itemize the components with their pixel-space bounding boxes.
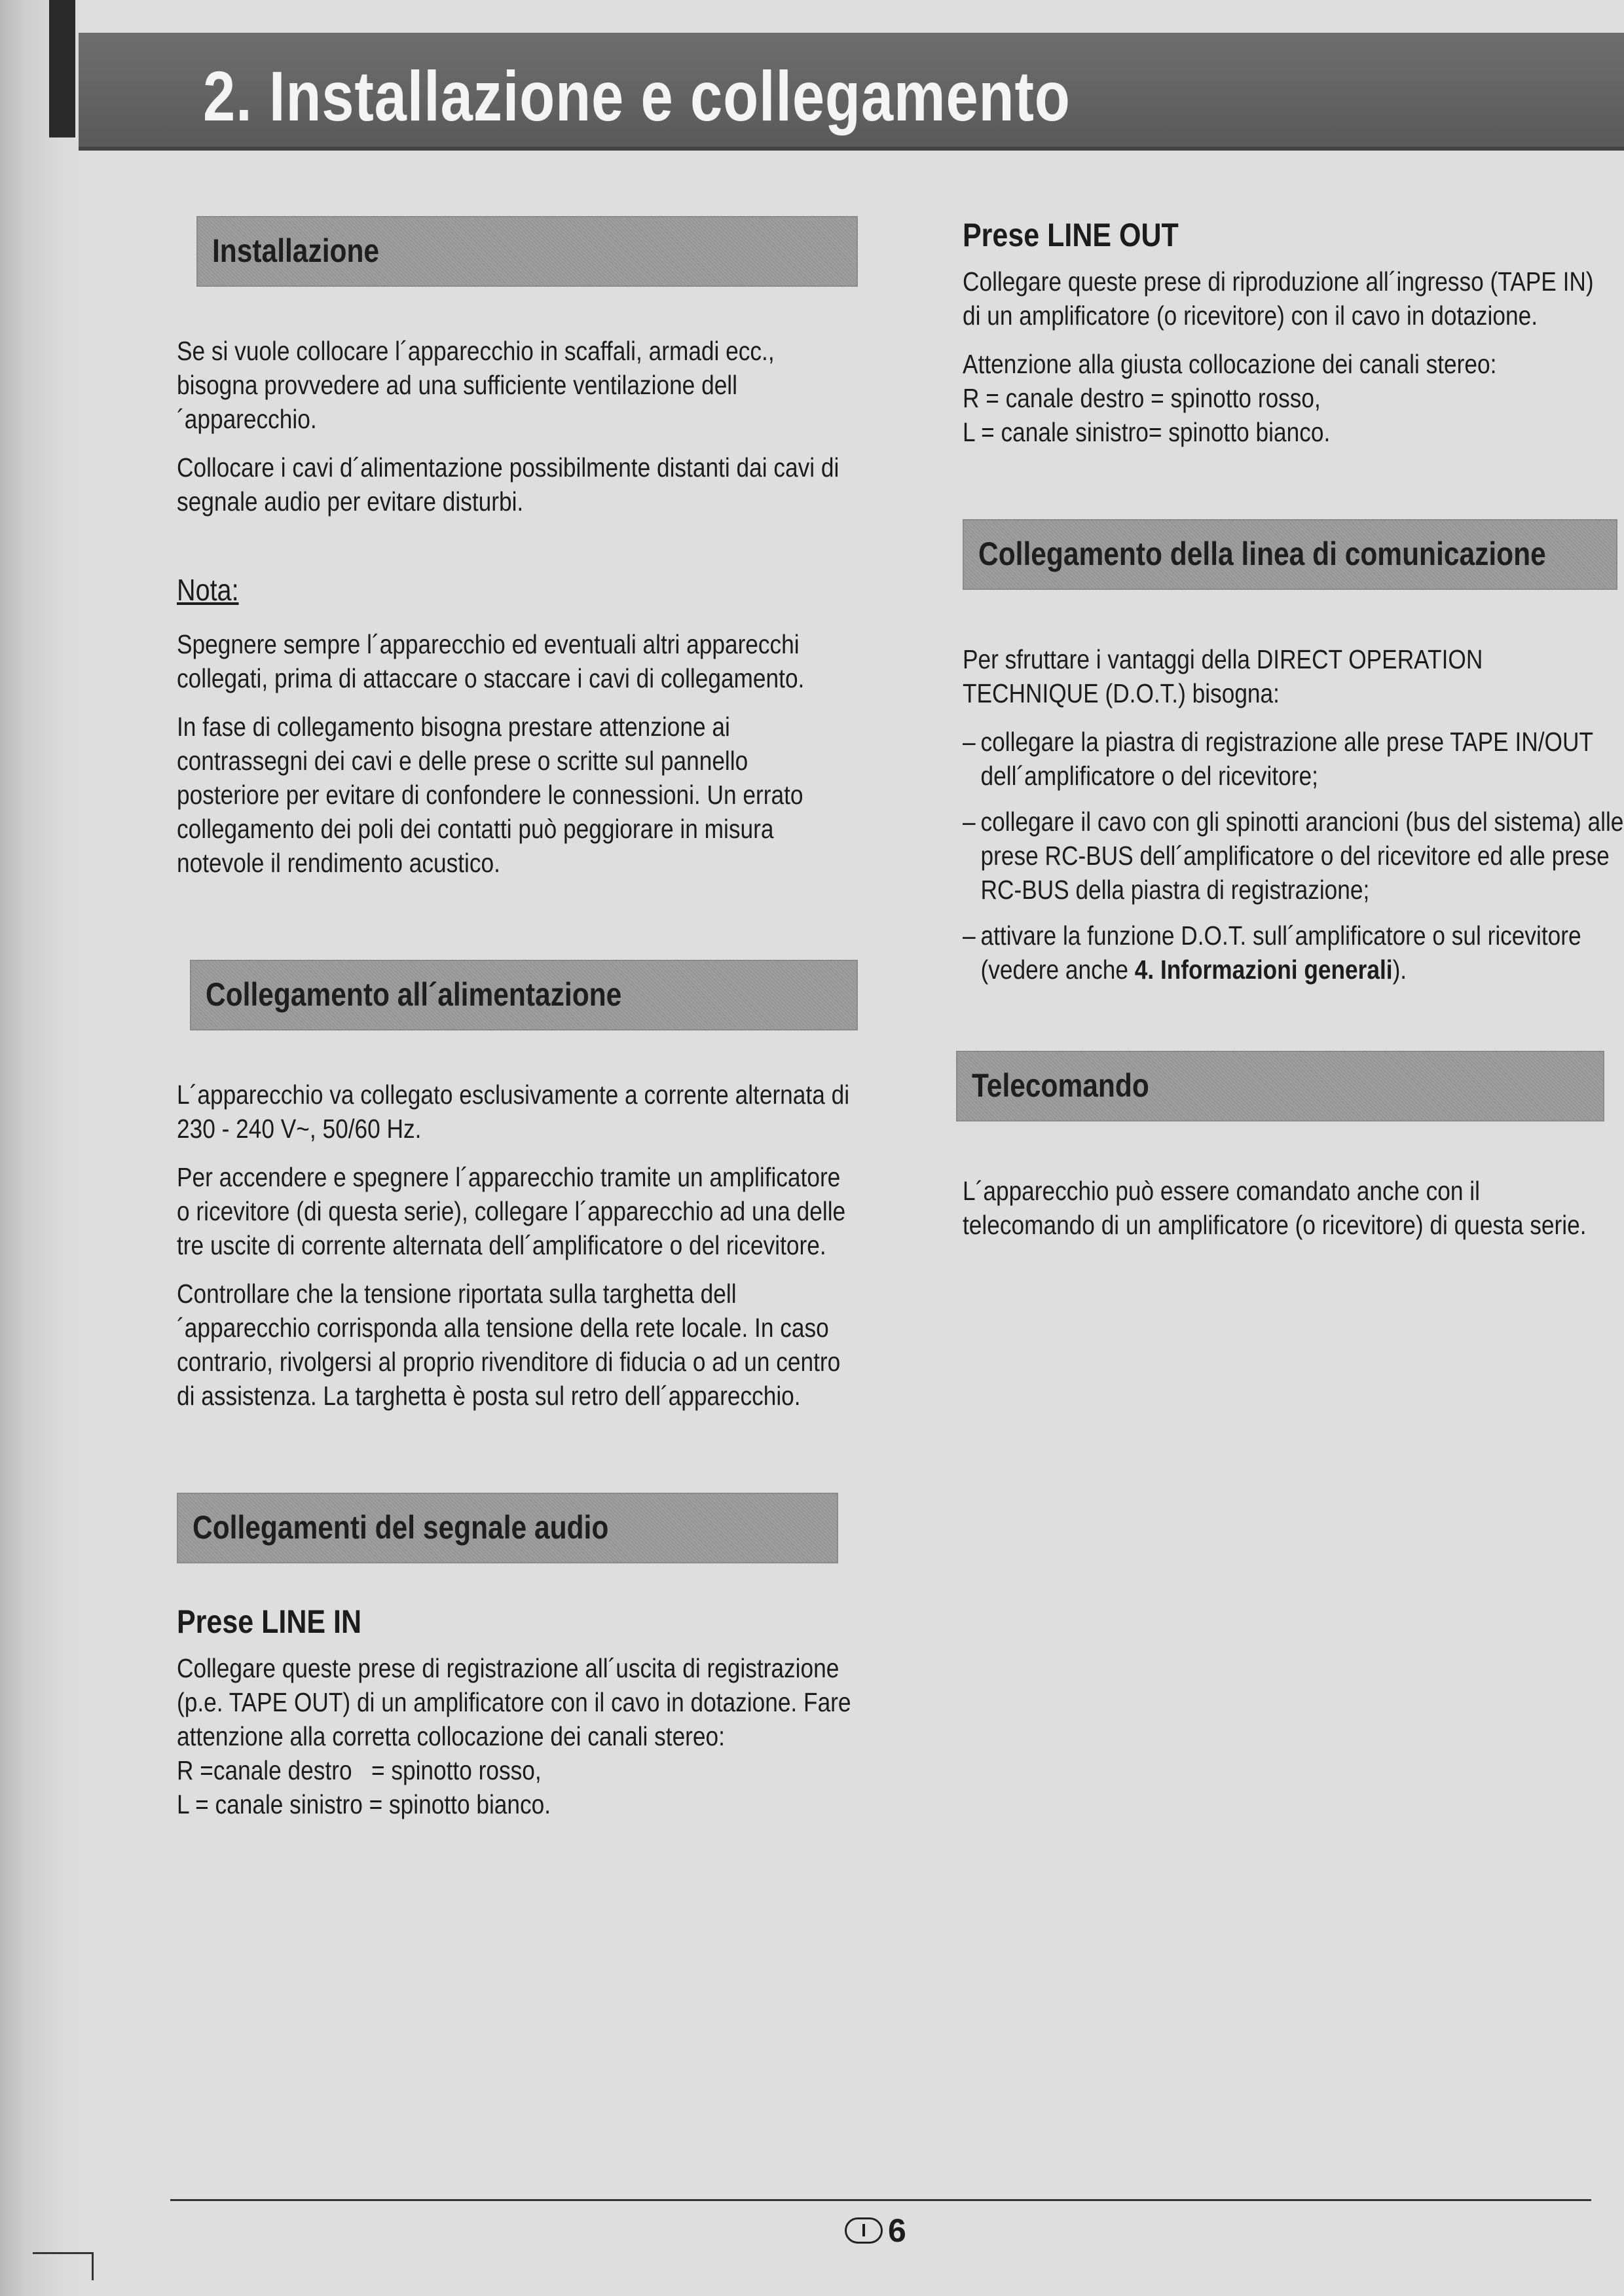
list-item-text: ). [1392,955,1407,985]
paragraph: Collocare i cavi d´alimentazione possibilmente distanti dai cavi di segnale audio per evitare disturbi. [177,452,840,517]
section-heading-audio [177,1493,838,1563]
heading-text: Collegamento all´alimentazione [206,976,622,1013]
page-edge-shadow [0,0,85,2296]
paragraph: In fase di collegamento bisogna prestare attenzione ai contrassegni dei cavi e delle prese o scritte sul pannello posteriore per evitare di confondere le connessioni. Un errato collegamento dei poli dei contatti può peggiorare in misura notevole il rendimento acustico. [177,712,803,878]
right-column [963,216,1624,1256]
list-item: – collegare la piastra di registrazione alle prese TAPE IN/OUT dell´amplificatore o del ricevitore; [963,727,1593,791]
dot-steps-list [963,725,1624,987]
section-heading-installazione [196,216,858,287]
title-band [79,33,1624,151]
heading-text: Telecomando [972,1067,1149,1104]
page-title: 2. Installazione e collegamento [203,56,1071,136]
nota-label: Nota: [177,573,239,607]
binding-bar [49,0,75,137]
cross-reference: 4. Informazioni generali [1134,955,1393,985]
heading-text: Collegamenti del segnale audio [193,1509,609,1546]
paragraph: Collegare queste prese di registrazione all´uscita di registrazione (p.e. TAPE OUT) di un amplificatore con il cavo in dotazione. Fare attenzione alla corretta collocazione dei canali stereo: [177,1653,851,1751]
channel-line: R =canale destro = spinotto rosso, [177,1755,542,1785]
left-column [177,216,858,1836]
list-item: – attivare la funzione D.O.T. sull´amplificatore o sul ricevitore (vedere anche 4. Informazioni generali). [963,920,1581,985]
heading-text: Installazione [212,232,380,269]
heading-text: Collegamento della linea di comunicazione [978,536,1546,572]
paragraph: Per accendere e spegnere l´apparecchio tramite un amplificatore o ricevitore (di questa serie), collegare l´apparecchio ad una delle tre uscite di corrente alternata dell´amplificatore o del ricevitore. [177,1162,846,1260]
list-item-text: collegare il cavo con gli spinotti arancioni (bus del sistema) alle prese RC-BUS dell´amplificatore o del ricevitore ed alle prese RC-BUS della piastra di registrazione; [980,807,1624,905]
paragraph: L´apparecchio può essere comandato anche con il telecomando di un amplificatore (o ricevitore) di questa serie. [963,1176,1587,1240]
page-number [845,2212,906,2250]
paragraph: Controllare che la tensione riportata sulla targhetta dell´apparecchio corrisponda alla tensione della rete locale. In caso contrario, rivolgersi al proprio rivenditore di fiducia o ad un centro di assistenza. La targhetta è posta sul retro dell´apparecchio. [177,1279,841,1411]
paragraph: Per sfruttare i vantaggi della DIRECT OPERATION TECHNIQUE (D.O.T.) bisogna: [963,644,1483,708]
subheading-line-out: Prese LINE OUT [963,217,1179,253]
paragraph: L´apparecchio va collegato esclusivamente a corrente alternata di 230 - 240 V~, 50/60 Hz. [177,1080,850,1144]
list-item: – collegare il cavo con gli spinotti arancioni (bus del sistema) alle prese RC-BUS dell´amplificatore o del ricevitore ed alle prese RC-BUS della piastra di registrazione; [963,807,1624,905]
page-number-text: 6 [888,2212,906,2249]
section-heading-telecomando [956,1051,1604,1121]
paragraph: Se si vuole collocare l´apparecchio in scaffali, armadi ecc., bisogna provvedere ad una sufficiente ventilazione dell´apparecchio. [177,336,775,434]
section-heading-alimentazione [190,960,858,1030]
paragraph: Spegnere sempre l´apparecchio ed eventuali altri apparecchi collegati, prima di attaccare o staccare i cavi di collegamento. [177,629,805,693]
paragraph: Collegare queste prese di riproduzione all´ingresso (TAPE IN) di un amplificatore (o ricevitore) con il cavo in dotazione. [963,266,1594,331]
subheading-line-in: Prese LINE IN [177,1603,361,1640]
section-heading-comunicazione [963,519,1617,590]
channel-line: L = canale sinistro= spinotto bianco. [963,417,1331,447]
channel-line: R = canale destro = spinotto rosso, [963,383,1321,413]
list-item-text: attivare la funzione D.O.T. sull´amplificatore o sul ricevitore (vedere anche [980,920,1581,985]
footer-rule [170,2199,1591,2201]
paragraph: Attenzione alla giusta collocazione dei canali stereo: [963,349,1497,379]
list-item-text: collegare la piastra di registrazione alle prese TAPE IN/OUT dell´amplificatore o del ricevitore; [980,727,1593,791]
language-badge: I [845,2217,883,2244]
channel-line: L = canale sinistro = spinotto bianco. [177,1789,551,1819]
crop-mark [33,2252,94,2280]
